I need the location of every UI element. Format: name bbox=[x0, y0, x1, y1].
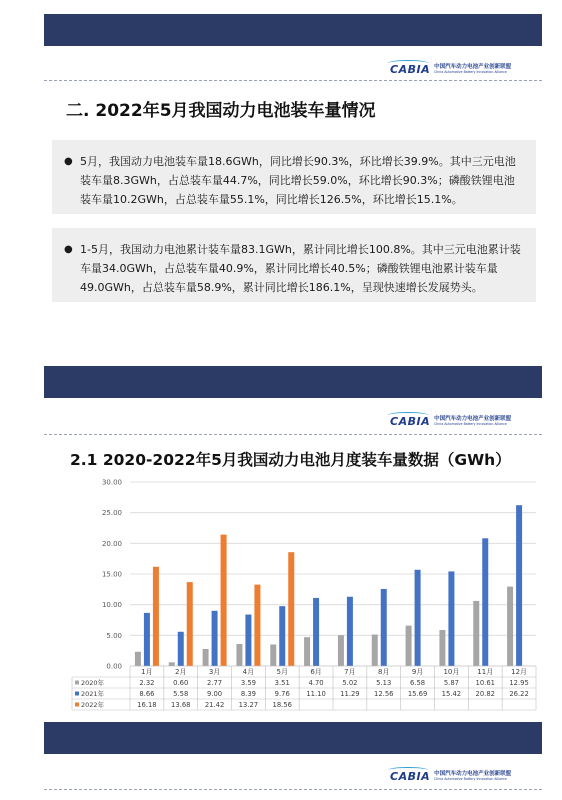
x-category-label: 5月 bbox=[276, 668, 288, 676]
bar-2021年-5月 bbox=[279, 606, 285, 666]
data-value-label: 10.61 bbox=[475, 679, 495, 687]
data-value-label: 21.42 bbox=[204, 701, 225, 709]
logo-name-en: China Automotive Battery Innovation Alliance bbox=[434, 422, 507, 427]
bar-2020年-6月 bbox=[304, 637, 310, 666]
cabia-logo-mark: CABIA bbox=[390, 415, 431, 428]
bullet-icon: ● bbox=[64, 156, 73, 167]
x-category-label: 2月 bbox=[175, 668, 187, 676]
x-category-label: 9月 bbox=[411, 668, 424, 676]
data-value-label: 5.58 bbox=[173, 690, 189, 698]
summary-paragraph: 1-5月，我国动力电池累计装车量83.1GWh，累计同比增长100.8%。其中三元电池累计装车量34.0GWh，占总装车量40.9%，累计同比增长40.5%；磷酸铁锂电池累计装车量49.0GWh，占总装车量58.9%，累计同比增长186.1%，呈现快速增长发展势头。 bbox=[80, 243, 521, 294]
data-value-label: 12.56 bbox=[374, 690, 394, 698]
x-category-label: 1月 bbox=[141, 668, 153, 676]
bar-2020年-10月 bbox=[439, 630, 445, 666]
header-band-middle bbox=[44, 366, 542, 398]
data-value-label: 2.32 bbox=[139, 679, 155, 687]
data-value-label: 5.02 bbox=[342, 679, 358, 687]
data-value-label: 4.70 bbox=[308, 679, 324, 687]
bar-2021年-1月 bbox=[144, 613, 150, 666]
bar-2022年-5月 bbox=[288, 552, 294, 666]
data-value-label: 26.22 bbox=[509, 690, 529, 698]
cabia-logo-mark: CABIA bbox=[390, 63, 431, 76]
summary-paragraph: 5月，我国动力电池装车量18.6GWh，同比增长90.3%，环比增长39.9%。其中三元电池装车量8.3GWh，占总装车量44.7%，同比增长59.0%，环比增长90.3%；磷酸铁锂电池装车量10.2GWh，占总装车量55.1%，同比增长126.5%，环比增长15.1%。 bbox=[80, 155, 516, 206]
data-value-label: 8.39 bbox=[240, 690, 256, 698]
y-tick-label: 0.00 bbox=[106, 662, 122, 671]
bar-2020年-7月 bbox=[338, 635, 344, 666]
alliance-logo bbox=[390, 63, 511, 76]
legend-swatch bbox=[75, 703, 79, 707]
header-divider bbox=[44, 434, 542, 435]
header-band-bottom bbox=[44, 722, 542, 754]
legend-label: 2020年 bbox=[81, 679, 105, 687]
x-category-label: 7月 bbox=[344, 668, 356, 676]
bar-2020年-9月 bbox=[406, 626, 412, 666]
logo-name-cn: 中国汽车动力电池产业创新联盟 bbox=[434, 63, 512, 70]
bar-2021年-4月 bbox=[245, 615, 251, 666]
bar-2021年-7月 bbox=[347, 597, 353, 666]
data-value-label: 6.58 bbox=[410, 679, 426, 687]
x-category-label: 8月 bbox=[378, 668, 390, 676]
summary-box-ytd bbox=[52, 228, 536, 302]
bar-2021年-9月 bbox=[415, 570, 421, 666]
bar-2020年-3月 bbox=[203, 649, 209, 666]
y-tick-label: 10.00 bbox=[101, 601, 122, 610]
bar-2021年-11月 bbox=[482, 538, 488, 666]
data-value-label: 12.95 bbox=[509, 679, 529, 687]
header-band-top bbox=[44, 14, 542, 46]
bar-2021年-10月 bbox=[448, 571, 454, 666]
bar-2021年-8月 bbox=[381, 589, 387, 666]
data-value-label: 5.87 bbox=[443, 679, 459, 687]
bar-2021年-2月 bbox=[178, 632, 184, 666]
data-value-label: 11.29 bbox=[340, 690, 360, 698]
y-tick-label: 30.00 bbox=[101, 478, 122, 487]
logo-name-en: China Automotive Battery Innovation Alliance bbox=[434, 70, 507, 75]
x-category-label: 12月 bbox=[511, 668, 528, 676]
bar-2021年-6月 bbox=[313, 598, 319, 666]
bar-2020年-2月 bbox=[169, 662, 175, 666]
x-category-label: 10月 bbox=[443, 668, 460, 676]
logo-name-cn: 中国汽车动力电池产业创新联盟 bbox=[434, 415, 512, 422]
legend-swatch bbox=[75, 681, 79, 685]
data-value-label: 20.82 bbox=[475, 690, 495, 698]
data-value-label: 3.59 bbox=[240, 679, 256, 687]
bar-2020年-8月 bbox=[372, 635, 378, 666]
section-title: 二. 2022年5月我国动力电池装车量情况 bbox=[66, 101, 376, 121]
bar-2021年-12月 bbox=[516, 505, 522, 666]
data-value-label: 15.69 bbox=[407, 690, 428, 698]
data-value-label: 0.60 bbox=[173, 679, 189, 687]
x-category-label: 6月 bbox=[310, 668, 322, 676]
bullet-icon: ● bbox=[64, 244, 73, 255]
bar-2022年-1月 bbox=[153, 567, 159, 666]
data-value-label: 15.42 bbox=[441, 690, 462, 698]
bar-2020年-12月 bbox=[507, 587, 513, 666]
bar-2020年-4月 bbox=[236, 644, 242, 666]
logo-name-cn: 中国汽车动力电池产业创新联盟 bbox=[434, 770, 512, 777]
header-divider bbox=[44, 80, 542, 81]
bar-2021年-3月 bbox=[212, 611, 218, 666]
data-value-label: 18.56 bbox=[272, 701, 292, 709]
alliance-logo bbox=[390, 415, 511, 428]
data-value-label: 3.51 bbox=[274, 679, 290, 687]
data-value-label: 13.68 bbox=[171, 701, 191, 709]
y-tick-label: 20.00 bbox=[101, 539, 122, 548]
data-value-label: 11.10 bbox=[306, 690, 326, 698]
y-tick-label: 25.00 bbox=[101, 509, 122, 518]
data-value-label: 5.13 bbox=[376, 679, 392, 687]
chart-section-title: 2.1 2020-2022年5月我国动力电池月度装车量数据（GWh） bbox=[70, 451, 511, 469]
monthly-installation-chart bbox=[44, 474, 542, 720]
header-divider bbox=[44, 789, 542, 790]
summary-box-may bbox=[52, 140, 536, 214]
data-value-label: 9.76 bbox=[274, 690, 290, 698]
bar-2022年-4月 bbox=[254, 585, 260, 666]
chart-svg bbox=[44, 474, 542, 720]
y-tick-label: 5.00 bbox=[106, 631, 122, 640]
y-tick-label: 15.00 bbox=[101, 570, 122, 579]
x-category-label: 4月 bbox=[242, 668, 255, 676]
alliance-logo bbox=[390, 770, 511, 783]
data-value-label: 16.18 bbox=[137, 701, 157, 709]
bar-2020年-5月 bbox=[270, 644, 276, 666]
x-category-label: 11月 bbox=[477, 668, 494, 676]
bar-2022年-3月 bbox=[221, 535, 227, 666]
data-value-label: 8.66 bbox=[139, 690, 155, 698]
data-value-label: 2.77 bbox=[207, 679, 223, 687]
x-category-label: 3月 bbox=[208, 668, 221, 676]
cabia-logo-mark: CABIA bbox=[390, 770, 431, 783]
legend-label: 2022年 bbox=[81, 701, 105, 709]
bar-2020年-1月 bbox=[135, 652, 141, 666]
logo-name-en: China Automotive Battery Innovation Alliance bbox=[434, 777, 507, 782]
data-value-label: 13.27 bbox=[238, 701, 259, 709]
bar-2022年-2月 bbox=[187, 582, 193, 666]
bar-2020年-11月 bbox=[473, 601, 479, 666]
legend-swatch bbox=[75, 692, 79, 696]
legend-label: 2021年 bbox=[81, 690, 105, 698]
data-value-label: 9.00 bbox=[207, 690, 223, 698]
